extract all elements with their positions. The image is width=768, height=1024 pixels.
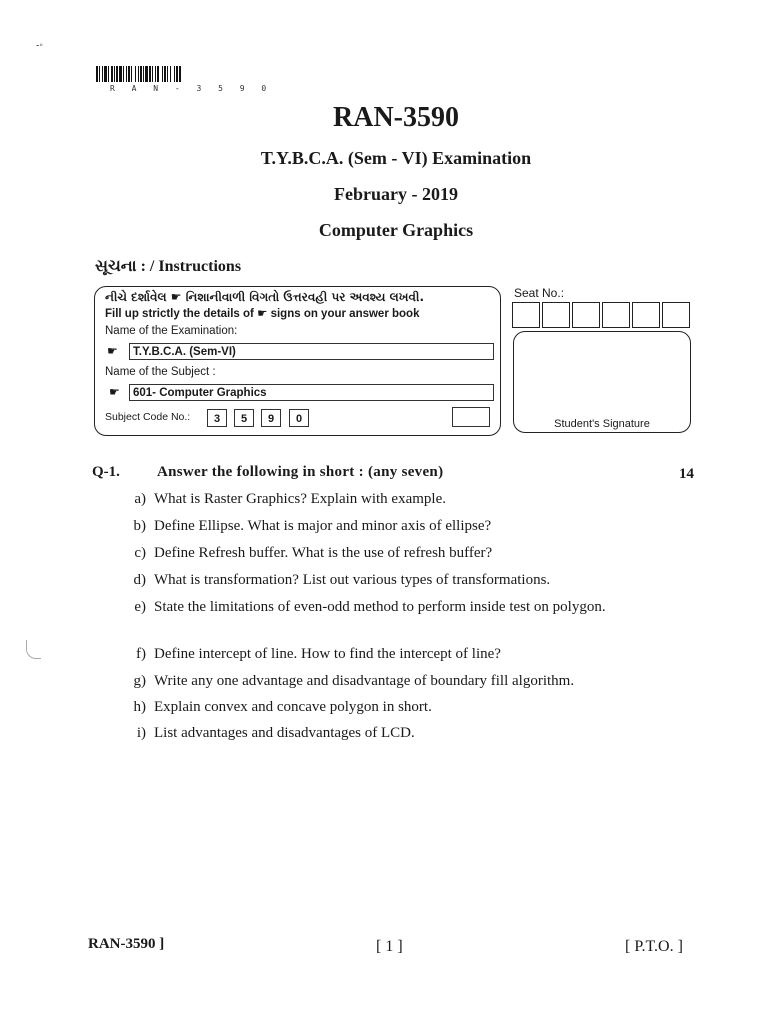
item-text: Explain convex and concave polygon in short. (154, 699, 432, 715)
exam-month: February - 2019 (334, 184, 458, 204)
instructions-box (94, 286, 501, 436)
subject-name-field[interactable]: 601- Computer Graphics (129, 384, 494, 401)
seat-number-boxes[interactable] (512, 302, 692, 328)
item-text: Define intercept of line. How to find the intercept of line? (154, 646, 501, 662)
subject-code-digit[interactable]: 5 (234, 409, 254, 427)
footer-pto: [ P.T.O. ] (625, 938, 683, 955)
signature-label: Student's Signature (554, 418, 650, 430)
item-label: a) (134, 491, 146, 507)
subject-code-label: Subject Code No.: (105, 411, 191, 423)
item-text: State the limitations of even-odd method to perform inside test on polygon. (154, 599, 606, 615)
exam-name-field[interactable]: T.Y.B.C.A. (Sem-VI) (129, 343, 494, 360)
item-label: d) (133, 572, 146, 588)
seat-number-label: Seat No.: (514, 286, 565, 300)
item-label: i) (136, 725, 146, 741)
subject-code-digit[interactable]: 0 (289, 409, 309, 427)
instructions-heading: સૂચના : / Instructions (95, 258, 242, 275)
item-text: What is Raster Graphics? Explain with example. (154, 491, 446, 507)
seat-digit-box[interactable] (662, 302, 690, 328)
subject-name-label: Name of the Subject : (105, 366, 216, 378)
paper-code-title: RAN-3590 (333, 102, 459, 133)
question-number: Q-1. (92, 464, 120, 480)
signature-box[interactable] (513, 331, 691, 433)
footer-page-number: [ 1 ] (376, 938, 403, 955)
item-label: c) (134, 545, 146, 561)
item-text: Define Ellipse. What is major and minor axis of ellipse? (154, 518, 492, 534)
barcode-text: R A N - 3 5 9 0 (110, 84, 273, 93)
exam-name-label: Name of the Examination: (105, 325, 238, 337)
seat-digit-box[interactable] (632, 302, 660, 328)
blank-entry-box[interactable] (452, 407, 490, 427)
seat-digit-box[interactable] (542, 302, 570, 328)
item-label: e) (134, 599, 146, 615)
item-text: Write any one advantage and disadvantage of boundary fill algorithm. (154, 673, 575, 689)
barcode (96, 66, 222, 82)
barcode-bar (179, 66, 181, 82)
seat-digit-box[interactable] (512, 302, 540, 328)
footer-paper-code: RAN-3590 ] (88, 936, 165, 952)
subject-code-digit[interactable]: 9 (261, 409, 281, 427)
pointing-hand-icon: ☛ (107, 344, 118, 358)
instruction-english: Fill up strictly the details of ☛ signs on your answer book (105, 308, 420, 320)
item-label: h) (133, 699, 146, 715)
exam-title: T.Y.B.C.A. (Sem - VI) Examination (260, 148, 532, 168)
item-text: List advantages and disadvantages of LCD. (154, 725, 415, 741)
item-label: b) (133, 518, 146, 534)
item-label: f) (136, 646, 146, 662)
question-instruction: Answer the following in short : (any seven) (157, 464, 444, 480)
subject-title: Computer Graphics (318, 220, 474, 240)
item-text: What is transformation? List out various types of transformations. (154, 572, 551, 588)
subject-code-digit[interactable]: 3 (207, 409, 227, 427)
seat-digit-box[interactable] (602, 302, 630, 328)
instruction-gujarati: નીચે દર્શાવેલ ☛ નિશાનીવાળી વિગતો ઉત્તરવહી પર અવશ્ય લખવી. (105, 290, 425, 304)
item-text: Define Refresh buffer. What is the use of refresh buffer? (154, 545, 493, 561)
pointing-hand-icon: ☛ (109, 385, 120, 399)
stray-mark: -◦ (36, 40, 43, 51)
question-marks: 14 (679, 466, 694, 482)
item-label: g) (133, 673, 146, 689)
seat-digit-box[interactable] (572, 302, 600, 328)
punch-hole-mark (26, 640, 41, 659)
